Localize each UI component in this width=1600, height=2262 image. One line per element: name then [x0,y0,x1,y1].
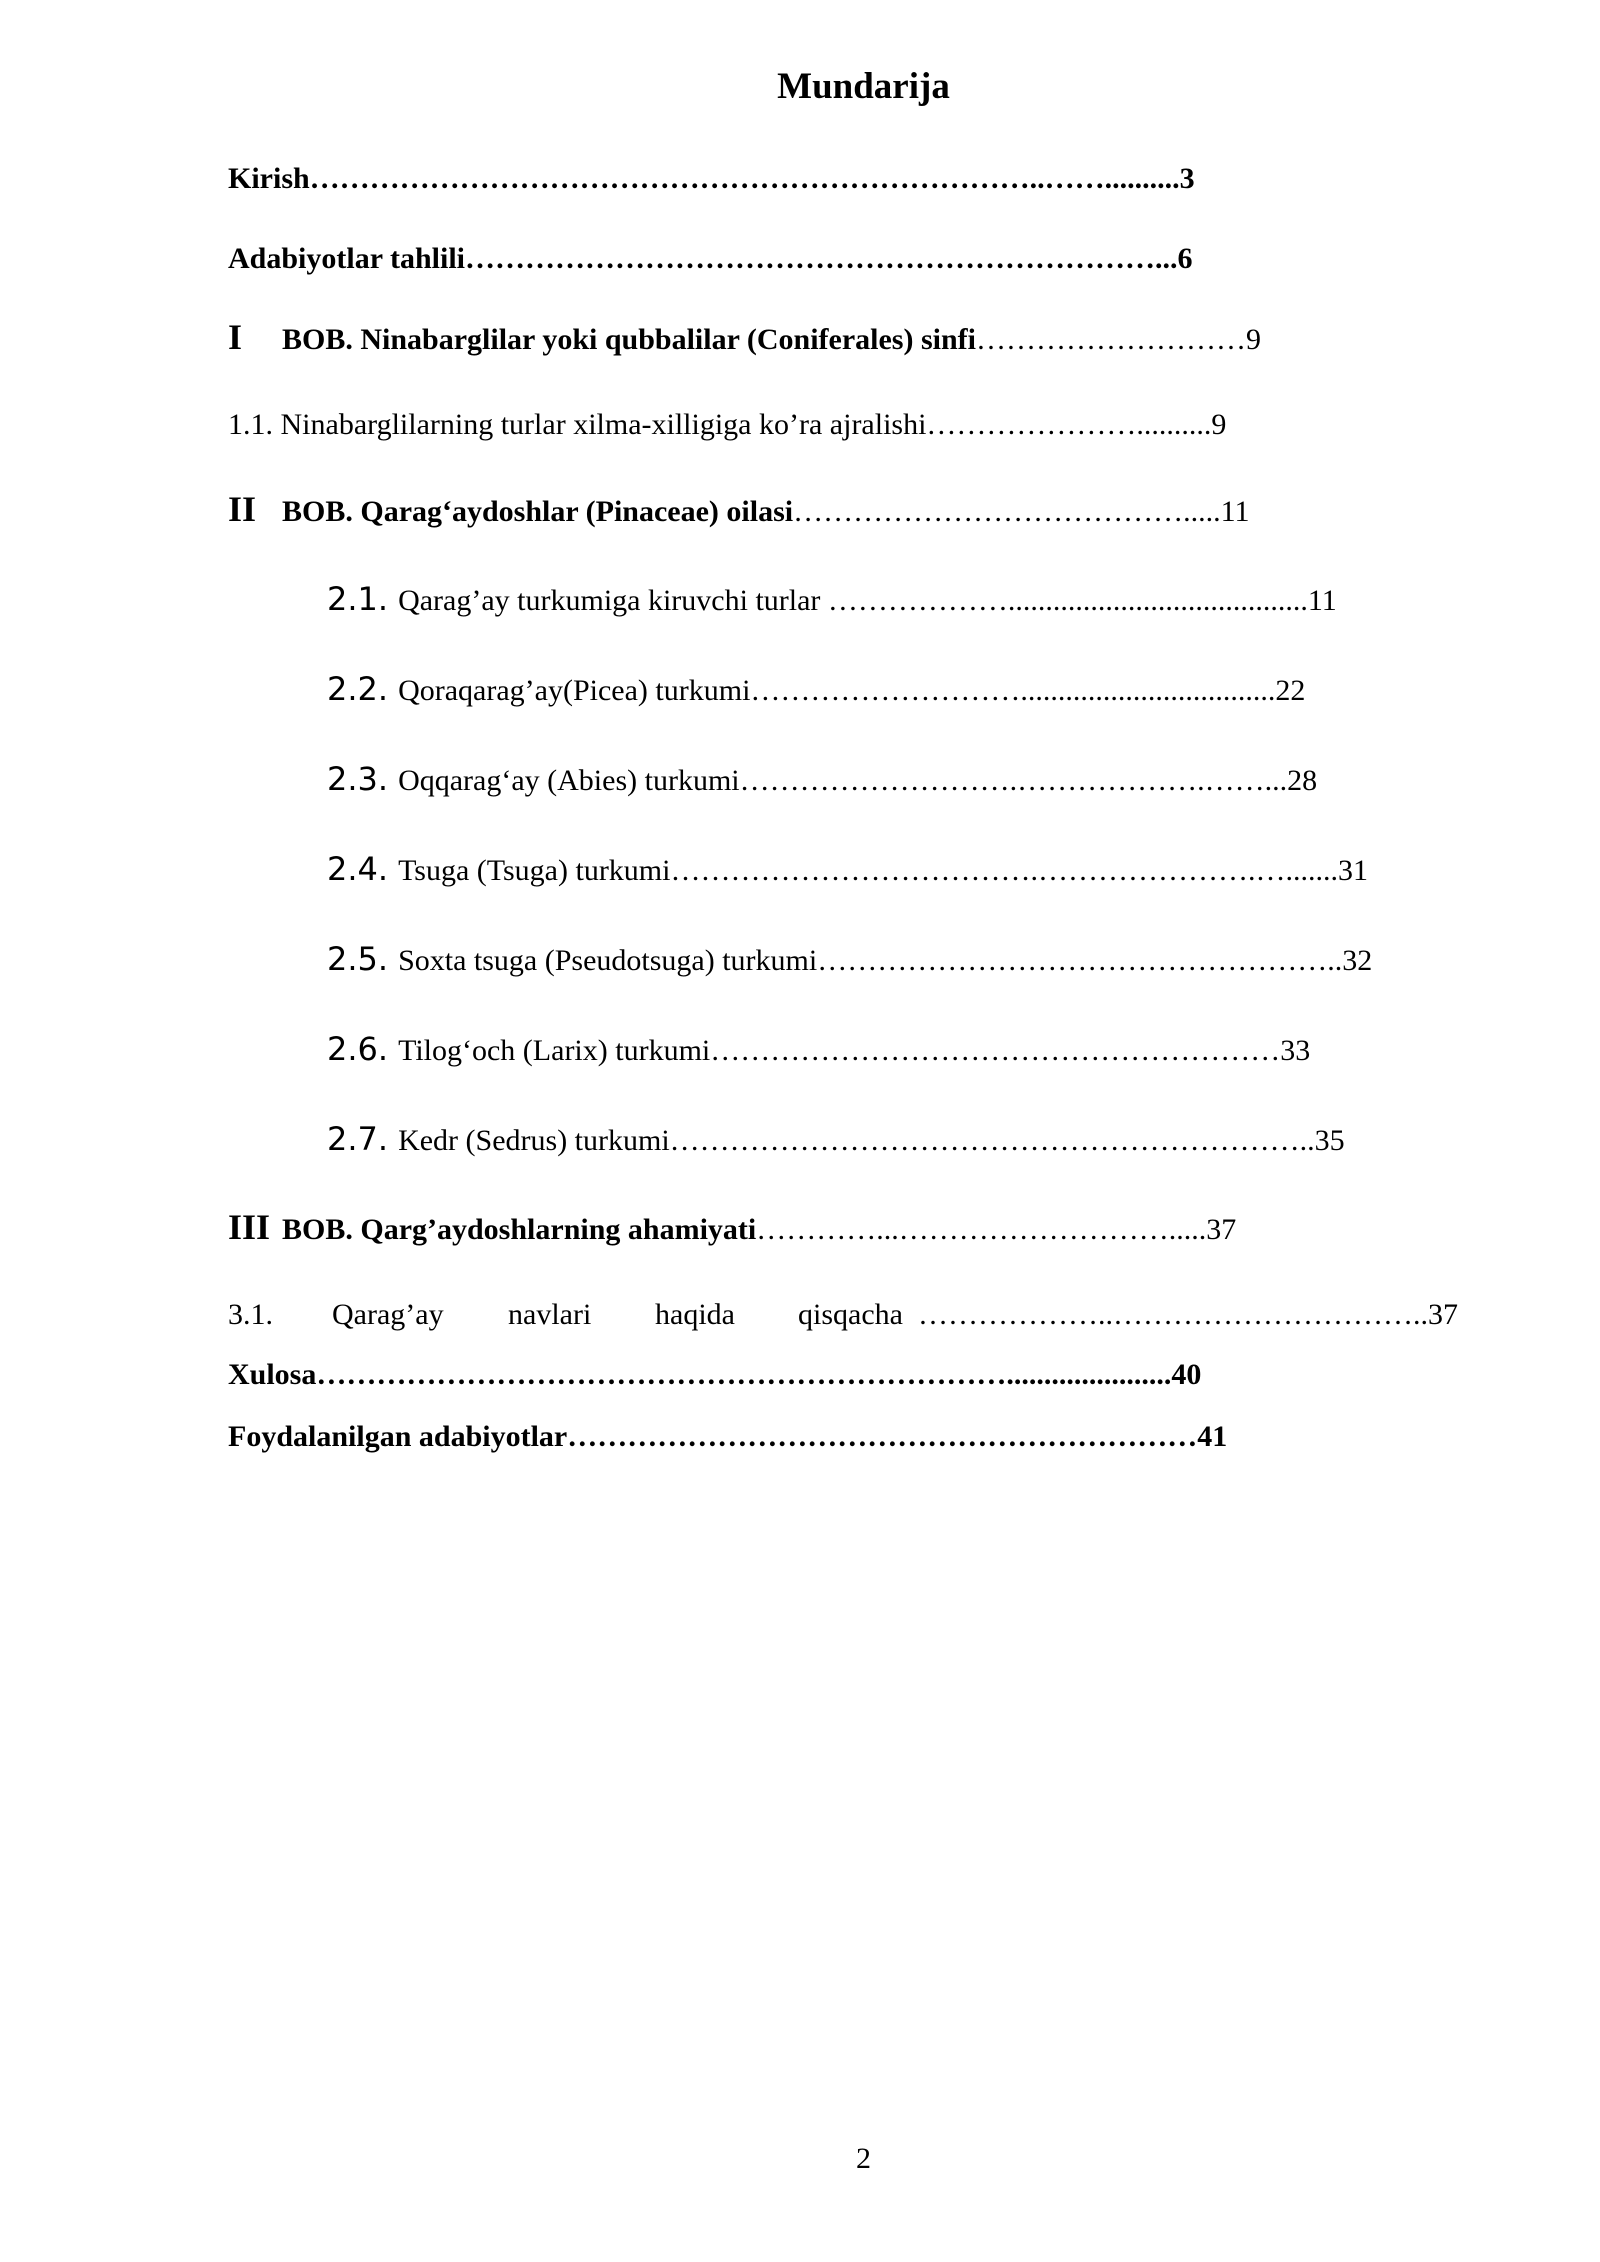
toc-entry-bob-3[interactable] [228,1208,1236,1249]
dot-leader: …………...……………………….....37 [756,1213,1237,1246]
toc-entry-xulosa[interactable]: Xulosa……………………………………………………………......................40 [228,1358,1202,1391]
section-number: 2.2. [327,670,389,708]
toc-entry-2-7[interactable] [327,1120,1345,1160]
toc-entry-2-4[interactable] [327,850,1368,890]
chapter-title: BOB. Ninabarglilar yoki qubbalilar (Coniferales) sinfi [282,323,976,356]
section-title: Tsuga (Tsuga) turkumi……………………………….………………….….......31 [398,854,1368,887]
toc-entry-3-1[interactable] [228,1296,1500,1334]
toc-entry-kirish[interactable]: Kirish………………………………………………………………..……..........3 [228,162,1195,195]
section-title: Oqqarag‘ay (Abies) turkumi……………………….……………….……...28 [398,764,1318,797]
toc-entry-foydalanilgan-adabiyotlar[interactable]: Foydalanilgan adabiyotlar………………………………………………………41 [228,1420,1228,1453]
toc-entry-bob-2[interactable] [228,490,1250,531]
toc-entry-2-1[interactable] [327,580,1337,620]
section-word: Qarag’ay [332,1298,444,1331]
toc-entry-1-1[interactable]: 1.1. Ninabarglilarning turlar xilma-xilligiga ko’ra ajralishi…………………..........9 [228,408,1227,441]
section-number: 2.1. [327,580,389,618]
section-title: Qarag’ay turkumiga kiruvchi turlar ………………........................................11 [398,584,1337,617]
section-number: 2.7. [327,1120,389,1158]
section-word: haqida [655,1298,735,1331]
section-word: qisqacha [798,1298,903,1331]
chapter-title: BOB. Qarag‘aydoshlar (Pinaceae) oilasi [282,495,794,528]
chapter-numeral: II [228,489,257,529]
section-title: Soxta tsuga (Pseudotsuga) turkumi……………………………………………..32 [398,944,1373,977]
section-number: 2.5. [327,940,389,978]
section-number: 2.6. [327,1030,389,1068]
toc-entry-adabiyotlar-tahlili[interactable]: Adabiyotlar tahlili……………………………………………………………...6 [228,242,1193,275]
chapter-numeral: I [228,317,243,357]
toc-entry-2-2[interactable] [327,670,1305,710]
page-title: Mundarija [777,66,950,107]
section-title: Tilog‘och (Larix) turkumi…………………………………………………33 [398,1034,1311,1067]
dot-leader: ………………………………….....11 [793,495,1250,528]
page-number: 2 [856,2142,871,2175]
section-number: 2.3. [327,760,389,798]
section-word: navlari [508,1298,592,1331]
chapter-numeral: III [228,1207,271,1247]
toc-entry-2-6[interactable] [327,1030,1310,1070]
section-number: 3.1. [228,1298,273,1331]
chapter-title: BOB. Qarg’aydoshlarning ahamiyati [282,1213,757,1246]
section-title: Qoraqarag’ay(Picea) turkumi………………………..................................22 [398,674,1306,707]
dot-leader: ………………..…………………………..37 [918,1298,1458,1331]
section-title: Kedr (Sedrus) turkumi………………………………………………………..35 [398,1124,1345,1157]
toc-entry-2-5[interactable] [327,940,1372,980]
section-number: 2.4. [327,850,389,888]
toc-entry-bob-1[interactable] [228,318,1261,359]
toc-entry-2-3[interactable] [327,760,1317,800]
dot-leader: ………………………9 [975,323,1261,356]
